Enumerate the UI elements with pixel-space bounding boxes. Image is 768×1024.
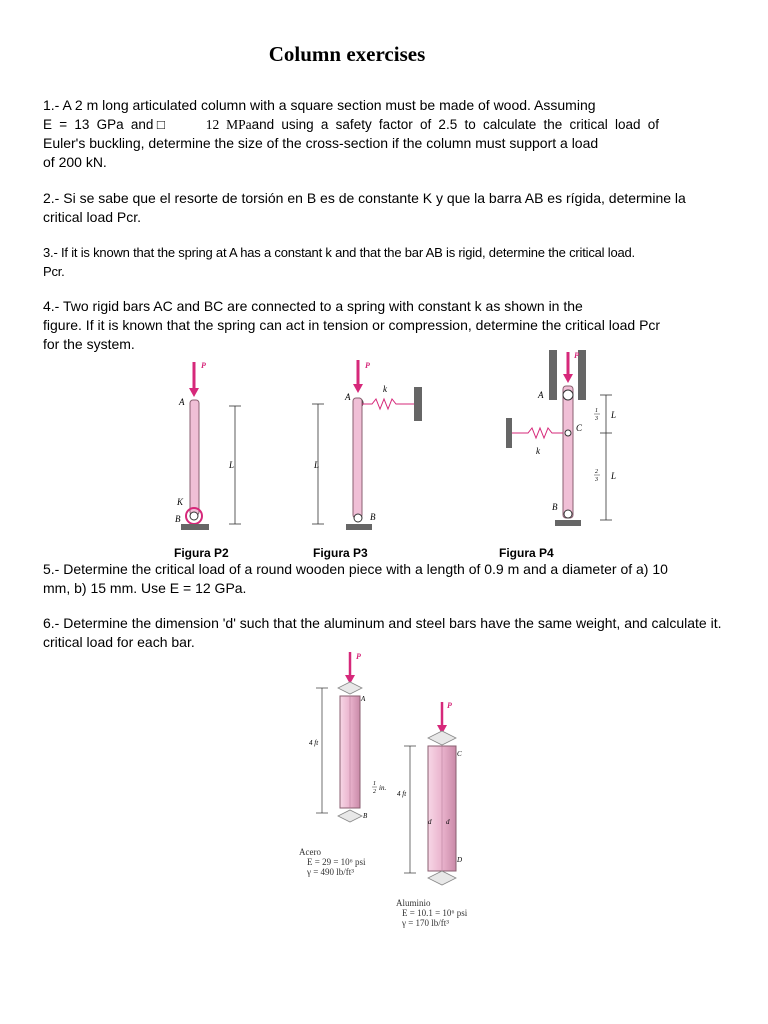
aluminum-dim-d2: d (446, 818, 450, 826)
label-k: k (383, 384, 387, 394)
wall-support (414, 387, 422, 421)
steel-properties (299, 847, 366, 877)
exercise-3-line: 3.- If it is known that the spring at A has a constant k and that the bar AB is rigid, determine the critical load. (43, 245, 635, 260)
steel-material: Acero (299, 847, 321, 857)
label-b: B (552, 502, 558, 512)
figure-p3-caption: Figura P3 (313, 546, 368, 560)
label-l-bottom: L (611, 471, 617, 481)
pin-joint-b (354, 514, 362, 522)
exercise-1-text: and using a safety factor of 2.5 to calculate the critical load of (251, 117, 659, 132)
column-bar (563, 386, 573, 518)
aluminum-material: Aluminio (396, 898, 431, 908)
ground-support (555, 520, 581, 526)
aluminum-weight: γ = 170 lb/ft³ (402, 918, 449, 928)
label-c: C (576, 423, 583, 433)
steel-label-a: A (361, 695, 366, 703)
aluminum-dim-d1: d (428, 818, 432, 826)
label-k: K (177, 497, 184, 507)
label-b: B (370, 512, 376, 522)
wall-left (549, 350, 557, 400)
wall-spring-support (506, 418, 512, 448)
exercise-2-line: critical load Pcr. (43, 209, 142, 225)
exercise-1 (43, 96, 659, 172)
label-l: L (229, 460, 235, 470)
exercise-6 (43, 614, 722, 652)
pin-joint-a (563, 390, 573, 400)
exercise-6-line: 6.- Determine the dimension 'd' such that the aluminum and steel bars have the same weight, and calculate it. (43, 615, 722, 631)
exercise-1-line: of 200 kN. (43, 154, 107, 170)
steel-length: 4 ft (309, 739, 319, 747)
exercise-2-line: 2.- Si se sabe que el resorte de torsión en B es de constante K y que la barra AB es rígida, determine la (43, 190, 686, 206)
steel-label-p: P (356, 652, 361, 661)
aluminum-base-plate (428, 871, 456, 885)
wall-right (578, 350, 586, 400)
load-arrow-head (353, 384, 363, 393)
steel-thick-frac-top: 1 (373, 781, 376, 787)
label-p: P (201, 361, 206, 370)
ground-support (346, 524, 372, 530)
exercise-4-line: for the system. (43, 336, 135, 352)
figure-p2-caption: Figura P2 (174, 546, 229, 560)
spring (512, 428, 563, 438)
aluminum-label-d: D (457, 856, 463, 864)
exercise-6-line: critical load for each bar. (43, 634, 195, 650)
exercise-1-line: Euler's buckling, determine the size of the cross-section if the column must support a load (43, 135, 599, 151)
steel-thickness: in. (379, 784, 387, 792)
label-a: A (345, 392, 351, 402)
label-a: A (538, 390, 544, 400)
frac-top: 1 (595, 408, 598, 414)
exercise-1-stress: 12 MPa (205, 117, 252, 132)
label-a: A (179, 397, 185, 407)
aluminum-length: 4 ft (397, 790, 407, 798)
load-arrow-head (563, 374, 573, 383)
aluminum-top-plate (428, 731, 456, 745)
exercise-4-line: 4.- Two rigid bars AC and BC are connected to a spring with constant k as shown in the (43, 298, 583, 314)
exercise-4 (43, 297, 660, 354)
frac-bottom: 3 (595, 416, 598, 422)
spring (362, 399, 414, 409)
steel-label-b: B (363, 812, 368, 820)
pin-joint-c (565, 430, 571, 436)
exercise-2 (43, 189, 686, 227)
frac2-bottom: 3 (595, 477, 598, 483)
aluminum-label-c: C (457, 750, 462, 758)
aluminum-properties (396, 898, 467, 928)
label-l: L (314, 460, 320, 470)
figure-p4-caption: Figura P4 (499, 546, 554, 560)
pin-joint-b (564, 510, 572, 518)
steel-thick-frac-bottom: 2 (373, 789, 376, 795)
aluminum-label-p: P (447, 701, 452, 710)
label-p: P (365, 361, 370, 370)
exercise-1-modulus: E = 13 GPa and□ (43, 117, 169, 132)
label-l-top: L (611, 410, 617, 420)
column-bar (353, 398, 362, 518)
label-k: k (536, 446, 540, 456)
exercise-4-line: figure. If it is known that the spring can act in tension or compression, determine the critical load Pcr (43, 317, 661, 333)
figure-p4 (500, 348, 630, 538)
steel-top-plate (338, 682, 362, 694)
column-bar (190, 400, 199, 515)
load-arrow-head (189, 388, 199, 397)
exercise-5-line: mm, b) 15 mm. Use E = 12 GPa. (43, 580, 247, 596)
steel-weight: γ = 490 lb/ft³ (307, 867, 354, 877)
pin-joint (190, 512, 198, 520)
aluminum-modulus: E = 10.1 = 10⁶ psi (402, 908, 468, 918)
label-b: B (175, 514, 181, 524)
ground-support (181, 524, 209, 530)
exercise-5-line: 5.- Determine the critical load of a round wooden piece with a length of 0.9 m and a diameter of a) 10 (43, 561, 668, 577)
steel-modulus: E = 29 = 10⁶ psi (307, 857, 366, 867)
figure-p3 (306, 352, 436, 537)
frac2-top: 2 (595, 469, 598, 475)
label-p: P (574, 351, 579, 360)
steel-base-plate (338, 810, 362, 822)
exercise-1-line (43, 115, 659, 134)
exercise-3 (43, 243, 635, 281)
exercise-1-line: 1.- A 2 m long articulated column with a square section must be made of wood. Assuming (43, 97, 596, 113)
page-title: Column exercises (268, 42, 426, 66)
exercise-5 (43, 560, 668, 598)
figure-p2 (165, 352, 255, 537)
exercise-3-line: Pcr. (43, 264, 65, 279)
